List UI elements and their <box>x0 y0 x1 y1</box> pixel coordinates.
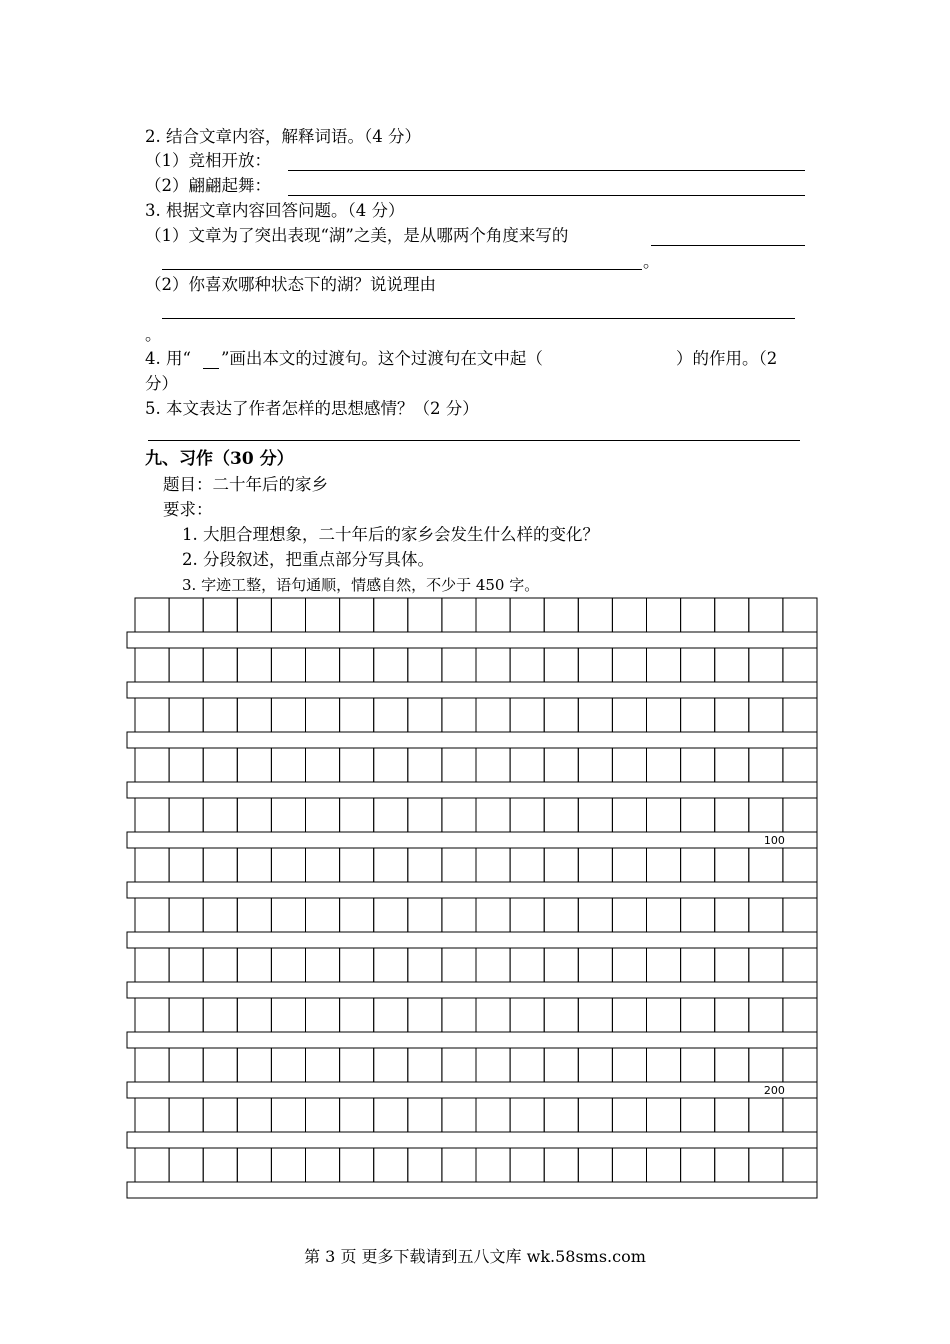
grid-cell <box>612 1048 646 1082</box>
grid-row-spacer <box>127 732 817 748</box>
grid-cell <box>135 698 169 732</box>
grid-cell <box>340 648 374 682</box>
grid-cell <box>749 948 783 982</box>
grid-cell <box>271 1048 305 1082</box>
grid-cell <box>169 948 203 982</box>
grid-cell <box>135 748 169 782</box>
grid-cell <box>544 648 578 682</box>
grid-cell <box>408 1148 442 1182</box>
grid-cell <box>442 898 476 932</box>
q5-title: 5. 本文表达了作者怎样的思想感情？（2 分） <box>145 399 479 418</box>
grid-cell <box>681 848 715 882</box>
grid-cell <box>374 848 408 882</box>
grid-cell <box>578 848 612 882</box>
grid-cell <box>135 848 169 882</box>
grid-cell <box>715 1148 749 1182</box>
q3-item1-label: （1）文章为了突出表现“湖”之美，是从哪两个角度来写的 <box>145 226 569 245</box>
section9-req3: 3. 字迹工整，语句通顺，情感自然，不少于 450 字。 <box>182 576 540 594</box>
grid-cell <box>476 998 510 1032</box>
grid-cell <box>169 698 203 732</box>
grid-cell <box>783 848 817 882</box>
grid-cell <box>681 648 715 682</box>
grid-row-spacer <box>127 1082 817 1098</box>
grid-cell <box>237 798 271 832</box>
grid-cell <box>442 1048 476 1082</box>
grid-cell <box>783 748 817 782</box>
grid-cell <box>340 898 374 932</box>
grid-cell <box>647 1098 681 1132</box>
grid-cell <box>374 798 408 832</box>
grid-cell <box>612 648 646 682</box>
grid-cell <box>408 998 442 1032</box>
grid-cell <box>681 598 715 632</box>
grid-cell <box>442 998 476 1032</box>
grid-cell <box>237 898 271 932</box>
grid-cell <box>783 1148 817 1182</box>
grid-cell <box>647 598 681 632</box>
grid-cell <box>203 1148 237 1182</box>
grid-cell <box>306 1148 340 1182</box>
grid-cell <box>169 1098 203 1132</box>
grid-cell <box>647 1148 681 1182</box>
grid-cell <box>340 698 374 732</box>
grid-cell <box>681 1098 715 1132</box>
grid-cell <box>374 948 408 982</box>
grid-cell <box>306 848 340 882</box>
grid-cell <box>306 998 340 1032</box>
grid-cell <box>749 848 783 882</box>
grid-row-spacer <box>127 682 817 698</box>
grid-cell <box>203 748 237 782</box>
grid-cell <box>271 1098 305 1132</box>
grid-cell <box>578 898 612 932</box>
grid-cell <box>476 948 510 982</box>
grid-cell <box>135 1148 169 1182</box>
grid-cell <box>544 998 578 1032</box>
grid-cell <box>647 998 681 1032</box>
grid-cell <box>374 648 408 682</box>
grid-cell <box>578 1098 612 1132</box>
grid-cell <box>408 598 442 632</box>
grid-cell <box>442 698 476 732</box>
grid-cell <box>578 798 612 832</box>
grid-cell <box>306 798 340 832</box>
grid-cell <box>340 798 374 832</box>
grid-cell <box>271 948 305 982</box>
grid-cell <box>715 1048 749 1082</box>
grid-cell <box>374 998 408 1032</box>
grid-cell <box>544 798 578 832</box>
grid-cell <box>374 698 408 732</box>
q3-item2-end: 。 <box>145 325 162 344</box>
grid-cell <box>135 1098 169 1132</box>
page-footer: 第 3 页 更多下载请到五八文库 wk.58sms.com <box>304 1247 646 1266</box>
grid-cell <box>544 898 578 932</box>
grid-cell <box>783 698 817 732</box>
grid-cell <box>408 898 442 932</box>
grid-cell <box>612 848 646 882</box>
grid-cell <box>612 998 646 1032</box>
grid-cell <box>510 748 544 782</box>
section9-topic: 题目：二十年后的家乡 <box>163 475 328 494</box>
grid-cell <box>306 1098 340 1132</box>
grid-count-marker: 200 <box>763 1084 785 1097</box>
grid-cell <box>544 748 578 782</box>
grid-row-spacer <box>127 1182 817 1198</box>
grid-cell <box>340 948 374 982</box>
grid-cell <box>681 948 715 982</box>
grid-cell <box>374 748 408 782</box>
grid-cell <box>340 848 374 882</box>
grid-cell <box>306 698 340 732</box>
section9-req1: 1. 大胆合理想象，二十年后的家乡会发生什么样的变化？ <box>182 525 599 544</box>
grid-cell <box>510 598 544 632</box>
q4-text-c: ）的作用。（2 <box>676 349 778 368</box>
grid-cell <box>749 1148 783 1182</box>
grid-cell <box>203 1048 237 1082</box>
grid-row-spacer <box>127 632 817 648</box>
grid-cell <box>647 848 681 882</box>
grid-cell <box>408 1048 442 1082</box>
grid-cell <box>374 1048 408 1082</box>
grid-cell <box>169 798 203 832</box>
grid-cell <box>578 948 612 982</box>
grid-cell <box>715 998 749 1032</box>
grid-cell <box>340 1098 374 1132</box>
grid-row-spacer <box>127 782 817 798</box>
grid-cell <box>715 1098 749 1132</box>
q2-title: 2. 结合文章内容，解释词语。（4 分） <box>145 127 421 146</box>
grid-cell <box>749 1098 783 1132</box>
grid-cell <box>271 748 305 782</box>
grid-cell <box>783 948 817 982</box>
grid-cell <box>749 698 783 732</box>
grid-cell <box>510 698 544 732</box>
grid-row-spacer <box>127 1032 817 1048</box>
grid-cell <box>715 648 749 682</box>
grid-cell <box>510 1098 544 1132</box>
grid-cell <box>578 1148 612 1182</box>
grid-cell <box>544 698 578 732</box>
grid-cell <box>476 798 510 832</box>
grid-cell <box>203 898 237 932</box>
grid-cell <box>681 898 715 932</box>
q2-item2-label: （2）翩翩起舞： <box>145 176 271 195</box>
grid-cell <box>271 648 305 682</box>
grid-cell <box>715 598 749 632</box>
grid-cell <box>237 598 271 632</box>
grid-row-spacer <box>127 982 817 998</box>
grid-cell <box>681 698 715 732</box>
grid-cell <box>476 648 510 682</box>
grid-cell <box>612 748 646 782</box>
grid-cell <box>408 648 442 682</box>
grid-cell <box>271 898 305 932</box>
grid-cell <box>783 998 817 1032</box>
grid-cell <box>408 798 442 832</box>
q4-text-a: 4. 用“ <box>145 349 191 368</box>
grid-cell <box>783 1048 817 1082</box>
grid-cell <box>408 698 442 732</box>
grid-cell <box>681 748 715 782</box>
grid-cell <box>237 948 271 982</box>
grid-cell <box>544 1148 578 1182</box>
grid-cell <box>783 798 817 832</box>
grid-cell <box>510 948 544 982</box>
grid-row-spacer <box>127 932 817 948</box>
grid-cell <box>612 898 646 932</box>
grid-cell <box>203 948 237 982</box>
grid-cell <box>544 1098 578 1132</box>
grid-cell <box>203 848 237 882</box>
grid-cell <box>374 1148 408 1182</box>
q3-item2-label: （2）你喜欢哪种状态下的湖？说说理由 <box>145 275 436 294</box>
grid-cell <box>749 998 783 1032</box>
grid-cell <box>578 648 612 682</box>
grid-cell <box>749 1048 783 1082</box>
grid-cell <box>510 998 544 1032</box>
section9-req2: 2. 分段叙述，把重点部分写具体。 <box>182 550 434 569</box>
grid-cell <box>237 998 271 1032</box>
grid-count-marker: 100 <box>763 834 785 847</box>
grid-cell <box>578 748 612 782</box>
grid-cell <box>681 1048 715 1082</box>
grid-cell <box>374 598 408 632</box>
grid-cell <box>442 1098 476 1132</box>
grid-cell <box>544 598 578 632</box>
grid-cell <box>647 1048 681 1082</box>
grid-cell <box>306 648 340 682</box>
grid-cell <box>135 998 169 1032</box>
grid-cell <box>442 748 476 782</box>
grid-cell <box>169 598 203 632</box>
grid-cell <box>237 848 271 882</box>
grid-cell <box>408 748 442 782</box>
grid-cell <box>442 798 476 832</box>
grid-cell <box>271 1148 305 1182</box>
grid-cell <box>340 1148 374 1182</box>
grid-cell <box>783 1098 817 1132</box>
grid-cell <box>578 998 612 1032</box>
grid-cell <box>612 598 646 632</box>
grid-cell <box>783 898 817 932</box>
grid-cell <box>715 898 749 932</box>
grid-cell <box>612 1148 646 1182</box>
grid-row-spacer <box>127 832 817 848</box>
q3-title: 3. 根据文章内容回答问题。（4 分） <box>145 201 405 220</box>
grid-cell <box>510 898 544 932</box>
q4-text-d: 分） <box>145 374 178 393</box>
grid-cell <box>442 848 476 882</box>
grid-cell <box>749 748 783 782</box>
grid-cell <box>135 798 169 832</box>
grid-row-spacer <box>127 882 817 898</box>
grid-cell <box>715 948 749 982</box>
grid-cell <box>271 998 305 1032</box>
grid-cell <box>783 648 817 682</box>
grid-cell <box>612 948 646 982</box>
q3-item1-end: 。 <box>643 252 660 271</box>
grid-cell <box>442 598 476 632</box>
grid-cell <box>442 948 476 982</box>
grid-cell <box>715 698 749 732</box>
grid-cell <box>135 598 169 632</box>
grid-cell <box>749 648 783 682</box>
grid-cell <box>749 898 783 932</box>
grid-cell <box>476 698 510 732</box>
q2-item1-label: （1）竞相开放： <box>145 151 271 170</box>
grid-cell <box>203 598 237 632</box>
grid-cell <box>169 998 203 1032</box>
grid-cell <box>203 698 237 732</box>
grid-cell <box>169 748 203 782</box>
grid-cell <box>169 1048 203 1082</box>
grid-cell <box>647 748 681 782</box>
grid-cell <box>476 598 510 632</box>
grid-cell <box>408 1098 442 1132</box>
grid-cell <box>203 648 237 682</box>
grid-cell <box>135 1048 169 1082</box>
grid-cell <box>306 1048 340 1082</box>
grid-cell <box>271 848 305 882</box>
grid-row-spacer <box>127 1132 817 1148</box>
grid-cell <box>374 1098 408 1132</box>
grid-cell <box>647 798 681 832</box>
grid-cell <box>271 698 305 732</box>
grid-cell <box>510 648 544 682</box>
grid-cell <box>237 1148 271 1182</box>
grid-cell <box>681 998 715 1032</box>
section9-req-label: 要求： <box>163 500 213 519</box>
grid-cell <box>340 1048 374 1082</box>
grid-cell <box>578 698 612 732</box>
grid-cell <box>476 898 510 932</box>
grid-cell <box>476 1048 510 1082</box>
grid-cell <box>306 598 340 632</box>
grid-cell <box>408 948 442 982</box>
grid-cell <box>135 898 169 932</box>
grid-cell <box>749 598 783 632</box>
grid-cell <box>237 748 271 782</box>
grid-cell <box>476 1148 510 1182</box>
grid-cell <box>340 748 374 782</box>
grid-cell <box>237 698 271 732</box>
grid-cell <box>306 948 340 982</box>
grid-cell <box>271 798 305 832</box>
grid-cell <box>749 798 783 832</box>
grid-cell <box>510 1148 544 1182</box>
grid-cell <box>715 798 749 832</box>
grid-cell <box>578 598 612 632</box>
grid-cell <box>442 1148 476 1182</box>
grid-cell <box>647 698 681 732</box>
grid-cell <box>271 598 305 632</box>
grid-cell <box>169 1148 203 1182</box>
grid-cell <box>681 1148 715 1182</box>
grid-cell <box>237 648 271 682</box>
grid-cell <box>510 848 544 882</box>
grid-cell <box>715 748 749 782</box>
grid-cell <box>442 648 476 682</box>
grid-cell <box>135 648 169 682</box>
grid-cell <box>476 848 510 882</box>
grid-cell <box>374 898 408 932</box>
grid-cell <box>476 748 510 782</box>
grid-cell <box>408 848 442 882</box>
grid-cell <box>510 798 544 832</box>
grid-cell <box>715 848 749 882</box>
grid-cell <box>578 1048 612 1082</box>
grid-cell <box>476 1098 510 1132</box>
section9-heading: 九、习作（30 分） <box>145 449 294 469</box>
grid-cell <box>306 898 340 932</box>
grid-cell <box>340 598 374 632</box>
grid-cell <box>544 948 578 982</box>
grid-cell <box>612 698 646 732</box>
grid-cell <box>203 998 237 1032</box>
q4-text-b: ”画出本文的过渡句。这个过渡句在文中起（ <box>221 349 543 368</box>
grid-cell <box>237 1098 271 1132</box>
grid-cell <box>783 598 817 632</box>
grid-cell <box>169 898 203 932</box>
grid-cell <box>203 1098 237 1132</box>
grid-cell <box>135 948 169 982</box>
grid-cell <box>647 898 681 932</box>
grid-cell <box>612 1098 646 1132</box>
grid-cell <box>340 998 374 1032</box>
grid-cell <box>544 848 578 882</box>
grid-cell <box>306 748 340 782</box>
grid-cell <box>612 798 646 832</box>
grid-cell <box>169 648 203 682</box>
grid-cell <box>169 848 203 882</box>
grid-cell <box>647 948 681 982</box>
grid-cell <box>237 1048 271 1082</box>
grid-cell <box>681 798 715 832</box>
grid-cell <box>510 1048 544 1082</box>
grid-cell <box>544 1048 578 1082</box>
grid-cell <box>647 648 681 682</box>
grid-cell <box>203 798 237 832</box>
